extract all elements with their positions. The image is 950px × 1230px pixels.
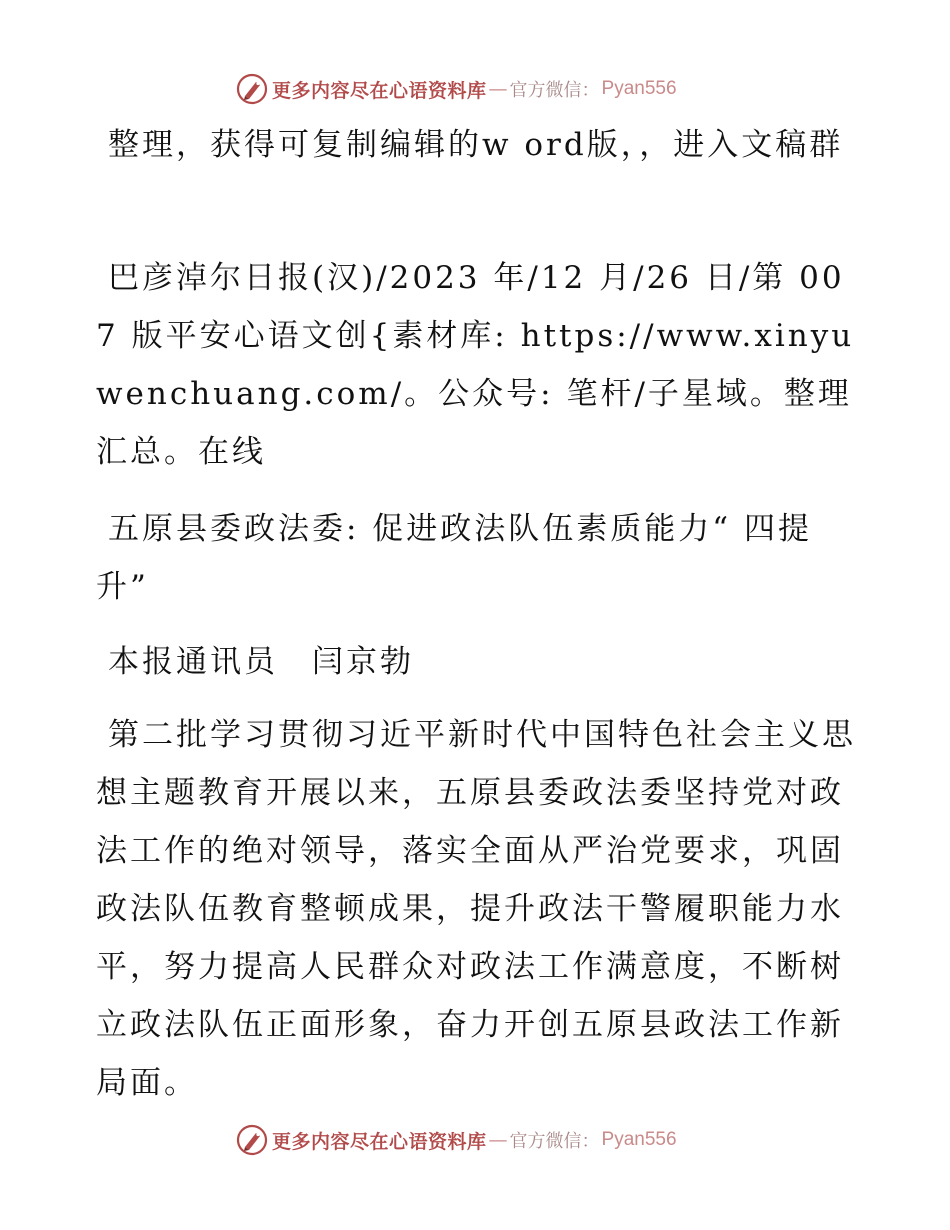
header-banner (236, 72, 677, 106)
footer-wechat-id: Pyan556 (601, 1129, 677, 1150)
header-brand-text: 更多内容尽在心语资料库 (272, 79, 487, 102)
footer-brand-text: 更多内容尽在心语资料库 (272, 1130, 487, 1153)
byline: 本报通讯员 闫京勃 (108, 644, 414, 680)
intro-paragraph: 整理，获得可复制编辑的w ord版，，进入文稿群 (108, 127, 844, 163)
pen-logo-icon (236, 73, 268, 105)
header-separator: — (488, 78, 508, 100)
pen-logo-icon (236, 1124, 268, 1156)
header-wechat-id: Pyan556 (601, 78, 677, 99)
footer-separator: — (488, 1129, 508, 1151)
article-headline: 五原县委政法委: 促进政法队伍素质能力“ 四提升” (96, 511, 812, 605)
body-paragraph: 第二批学习贯彻习近平新时代中国特色社会主义思想主题教育开展以来，五原县委政法委坚持党对政法工作的绝对领导，落实全面从严治党要求，巩固政法队伍教育整顿成果，提升政法干警履职能力水平，努力提高人民群众对政法工作满意度，不断树立政法队伍正面形象，奋力开创五原县政法工作新局面。 (96, 717, 856, 1101)
header-wechat-label: 官方微信： (509, 80, 600, 101)
source-paragraph: 巴彦淖尔日报(汉)/2023 年/12 月/26 日/第 007 版平安心语文创{素材库: https://www.xinyuwenchuang.com/。公众号: 笔杆/子星域。整理汇总。在线 (96, 260, 855, 470)
footer-banner (236, 1123, 677, 1157)
footer-wechat-label: 官方微信： (509, 1131, 600, 1152)
